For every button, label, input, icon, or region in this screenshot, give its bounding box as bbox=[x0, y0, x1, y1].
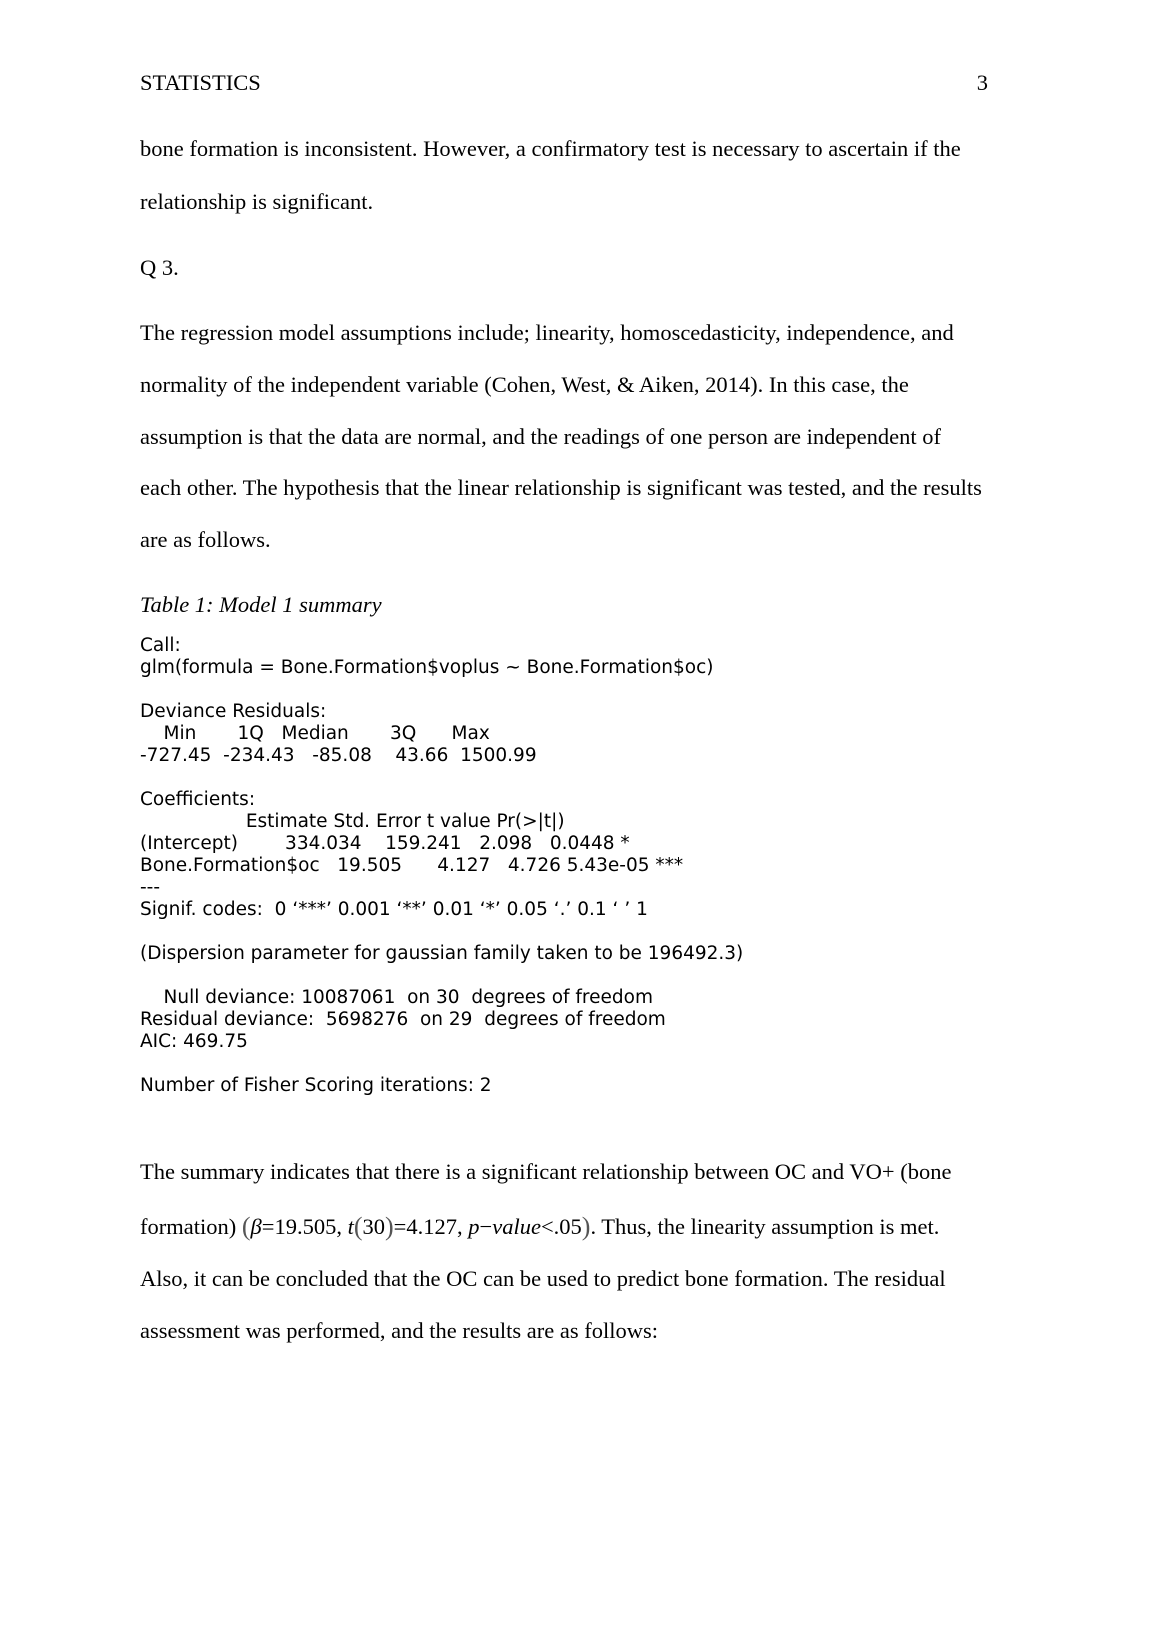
t-value: 4.127 bbox=[406, 1214, 457, 1239]
line-suffix: . Thus, the linearity assumption is met. bbox=[590, 1214, 940, 1239]
r-residuals-header: Min 1Q Median 3Q Max bbox=[140, 723, 502, 744]
minus-sign: − bbox=[479, 1214, 493, 1239]
equals-sign: = bbox=[393, 1214, 407, 1239]
t-symbol: t bbox=[347, 1214, 354, 1239]
page-number: 3 bbox=[976, 70, 988, 95]
r-coef-row: Bone.Formation$oc 19.505 4.127 4.726 5.43e-05 *** bbox=[140, 855, 684, 876]
r-aic: AIC: 469.75 bbox=[140, 1031, 248, 1052]
r-residuals-label: Deviance Residuals: bbox=[140, 701, 327, 722]
inline-equation: (β=19.505, t(30)=4.127, p−value<.05) bbox=[241, 1212, 591, 1241]
paragraph-line: are as follows. bbox=[140, 527, 271, 552]
r-dispersion: (Dispersion parameter for gaussian family taken to be 196492.3) bbox=[140, 943, 744, 964]
running-header bbox=[140, 70, 988, 100]
r-coef-header: Estimate Std. Error t value Pr(>|t|) bbox=[140, 811, 589, 832]
r-residual-deviance: Residual deviance: 5698276 on 29 degrees of freedom bbox=[140, 1009, 666, 1030]
r-signif-codes: Signif. codes: 0 ‘***’ 0.001 ‘**’ 0.01 ‘*’ 0.05 ‘.’ 0.1 ‘ ’ 1 bbox=[140, 899, 648, 920]
line-prefix: formation) bbox=[140, 1214, 242, 1239]
r-fisher-iterations: Number of Fisher Scoring iterations: 2 bbox=[140, 1075, 492, 1096]
p-symbol: p bbox=[468, 1214, 480, 1239]
beta-symbol: β bbox=[250, 1214, 262, 1239]
table-caption: Table 1: Model 1 summary bbox=[140, 592, 382, 617]
comma: , bbox=[336, 1214, 348, 1239]
paragraph-line: relationship is significant. bbox=[140, 189, 374, 214]
r-separator: --- bbox=[140, 877, 161, 898]
r-call-label: Call: bbox=[140, 635, 181, 656]
paragraph-line: The regression model assumptions include; linearity, homoscedasticity, independence, and bbox=[140, 320, 954, 345]
paragraph-line: each other. The hypothesis that the linear relationship is significant was tested, and the results bbox=[140, 475, 982, 500]
r-coef-row: (Intercept) 334.034 159.241 2.098 0.0448 * bbox=[140, 833, 642, 854]
beta-value: 19.505 bbox=[274, 1214, 337, 1239]
running-head-title: STATISTICS bbox=[140, 70, 261, 95]
question-heading: Q 3. bbox=[140, 255, 179, 280]
paragraph-line: normality of the independent variable (Cohen, West, & Aiken, 2014). In this case, the bbox=[140, 372, 909, 397]
paragraph-line: bone formation is inconsistent. However, a confirmatory test is necessary to ascertain if the bbox=[140, 136, 961, 161]
r-residuals-values: -727.45 -234.43 -85.08 43.66 1500.99 bbox=[140, 745, 549, 766]
degrees-of-freedom: 30 bbox=[362, 1214, 385, 1239]
r-coef-label: Coefficients: bbox=[140, 789, 256, 810]
r-call: glm(formula = Bone.Formation$voplus ~ Bone.Formation$oc) bbox=[140, 657, 714, 678]
paragraph-line-with-math bbox=[140, 1212, 939, 1242]
paragraph-line: assumption is that the data are normal, and the readings of one person are independent of bbox=[140, 424, 941, 449]
paragraph-line: The summary indicates that there is a significant relationship between OC and VO+ (bone bbox=[140, 1159, 952, 1184]
paragraph-line: assessment was performed, and the results are as follows: bbox=[140, 1318, 658, 1343]
r-null-deviance: Null deviance: 10087061 on 30 degrees of freedom bbox=[140, 987, 653, 1008]
value-word: value bbox=[492, 1214, 541, 1239]
p-threshold: .05 bbox=[553, 1214, 582, 1239]
comma: , bbox=[457, 1214, 469, 1239]
paragraph-line: Also, it can be concluded that the OC can be used to predict bone formation. The residual bbox=[140, 1266, 946, 1291]
less-than-sign: < bbox=[540, 1214, 554, 1239]
equals-sign: = bbox=[261, 1214, 275, 1239]
